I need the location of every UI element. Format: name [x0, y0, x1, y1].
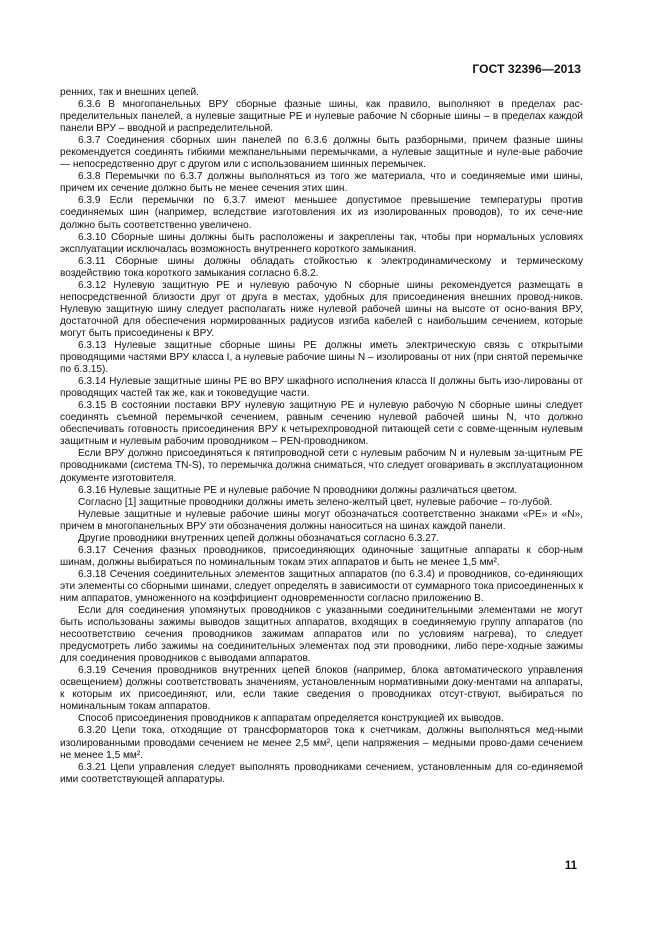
- standard-header: ГОСТ 32396—2013: [472, 62, 581, 76]
- paragraph: 6.3.13 Нулевые защитные сборные шины РЕ должны иметь электрическую связь с открытыми проводящими частями ВРУ класса I, а нулевые рабочие шины N – изолированы от них (при снятой перемычке по 6.3.15).: [60, 339, 583, 376]
- paragraph: 6.3.11 Сборные шины должны обладать стойкостью к электродинамическому и термическому воздействию тока короткого замыкания согласно 6.8.2.: [60, 255, 583, 279]
- paragraph: 6.3.19 Сечения проводников внутренних цепей блоков (например, блока автоматического управления освещением) должны соответствовать значениям, установленным нормативными доку-ментами на аппараты, к которым их присоединяют, или, если такие сведения о проводниках отсут-ствуют, выбираться по номинальным токам аппаратов.: [60, 665, 583, 713]
- paragraph: 6.3.12 Нулевую защитную РЕ и нулевую рабочую N сборные шины рекомендуется размещать в непосредственной близости друг от друга в местах, удобных для присоединения внешних провод-ников. Нулевую защитную шину следует располагать ниже нулевой рабочей шины на высоте от осно-вания ВРУ, достаточной для обеспечения нормированных радиусов изгиба кабелей с наибольшим сечением, которые могут быть присоединены к ВРУ.: [60, 279, 583, 339]
- paragraph: ренних, так и внешних цепей.: [60, 87, 199, 98]
- paragraph: Согласно [1] защитные проводники должны иметь зелено-желтый цвет, нулевые рабочие – го-лубой.: [78, 496, 553, 508]
- paragraph: 6.3.14 Нулевые защитные шины РЕ во ВРУ шкафного исполнения класса II должны быть изо-лированы от проводящих частей так же, как и токоведущие части.: [60, 376, 583, 400]
- paragraph: Способ присоединения проводников к аппаратам определяется конструкцией их выводов.: [78, 713, 504, 725]
- paragraph: 6.3.21 Цепи управления следует выполнять проводниками сечением, установленным для со-единяемой ими соответствующей аппаратуры.: [60, 761, 583, 785]
- page-number: 11: [564, 860, 577, 872]
- paragraph: 6.3.15 В состоянии поставки ВРУ нулевую защитную РЕ и нулевую рабочую N сборные шины следует соединять съемной перемычкой сечением, равным сечению нулевой рабочей шины N, что должно обеспечивать готовность присоединения ВРУ к четырехпроводной питающей сети с совме-щенным нулевым защитным и нулевым рабочим проводником – PEN-проводником.: [60, 400, 583, 448]
- paragraph: Нулевые защитные и нулевые рабочие шины могут обозначаться соответственно знаками «РЕ» и «N», причем в многопанельных ВРУ эти обозначения должны наноситься на шинах каждой панели.: [60, 508, 583, 532]
- paragraph: 6.3.20 Цепи тока, отходящие от трансформаторов тока к счетчикам, должны выполняться мед-ными изолированными проводами сечением не менее 2,5 мм², цепи напряжения – медными прово-дами сечением не менее 1,5 мм².: [60, 725, 583, 761]
- paragraph: Другие проводники внутренних цепей должны обозначаться согласно 6.3.27.: [78, 532, 440, 544]
- paragraph: 6.3.8 Перемычки по 6.3.7 должны выполняться из того же материала, что и соединяемые ими шины, причем их сечение должно быть не менее сечения этих шин.: [60, 171, 583, 195]
- paragraph: Если для соединения упомянутых проводников с указанными соединительными элементами не могут быть использованы зажимы выводов защитных аппаратов, входящих в соединяемую группу аппаратов (по несоответствию сечения проводников зажимам аппаратов или по условиям нагрева), то следует предусмотреть либо зажимы на соединительных элементах под эти проводники, либо пере-ходные зажимы для соединения проводников с выводами аппаратов.: [60, 605, 583, 665]
- paragraph: 6.3.7 Соединения сборных шин панелей по 6.3.6 должны быть разборными, причем фазные шины рекомендуется соединять гибкими межпанельными перемычками, а нулевые защитные и нуле-вые рабочие — непосредственно друг с другом или с использованием шинных перемычек.: [60, 135, 583, 171]
- paragraph: 6.3.6 В многопанельных ВРУ сборные фазные шины, как правило, выполняют в пределах рас-пределительных панелей, а нулевые защитные РЕ и нулевые рабочие N сборные шины – в пределах каждой панели ВРУ – вводной и распределительной.: [60, 99, 583, 135]
- paragraph: 6.3.10 Сборные шины должны быть расположены и закреплены так, чтобы при нормальных условиях эксплуатации исключалась возможность внутреннего короткого замыкания.: [60, 231, 583, 255]
- document-body: [60, 87, 583, 786]
- paragraph: 6.3.9 Если перемычки по 6.3.7 имеют меньшее допустимое превышение температуры против соединяемых шин (например, вследствие изготовления их из изолированных проводов), то их сече-ние должно быть соответственно увеличено.: [60, 195, 583, 231]
- paragraph: 6.3.18 Сечения соединительных элементов защитных аппаратов (по 6.3.4) и проводников, со-единяющих эти элементы со сборными шинами, следует определять в зависимости от суммарного тока присоединенных к ним аппаратов, умноженного на коэффициент одновременности согласно приложению В.: [60, 568, 583, 604]
- paragraph: Если ВРУ должно присоединяться к пятипроводной сети с нулевым рабочим N и нулевым за-щитным РЕ проводниками (система TN-S), то перемычка должна сниматься, что следует оговаривать в эксплуатационном документе изготовителя.: [60, 448, 583, 484]
- paragraph: 6.3.16 Нулевые защитные РЕ и нулевые рабочие N проводники должны различаться цветом.: [78, 484, 518, 496]
- paragraph: 6.3.17 Сечения фазных проводников, присоединяющих одиночные защитные аппараты к сбор-ным шинам, должны выбираться по номинальным токам этих аппаратов и быть не менее 1,5 мм².: [60, 544, 583, 568]
